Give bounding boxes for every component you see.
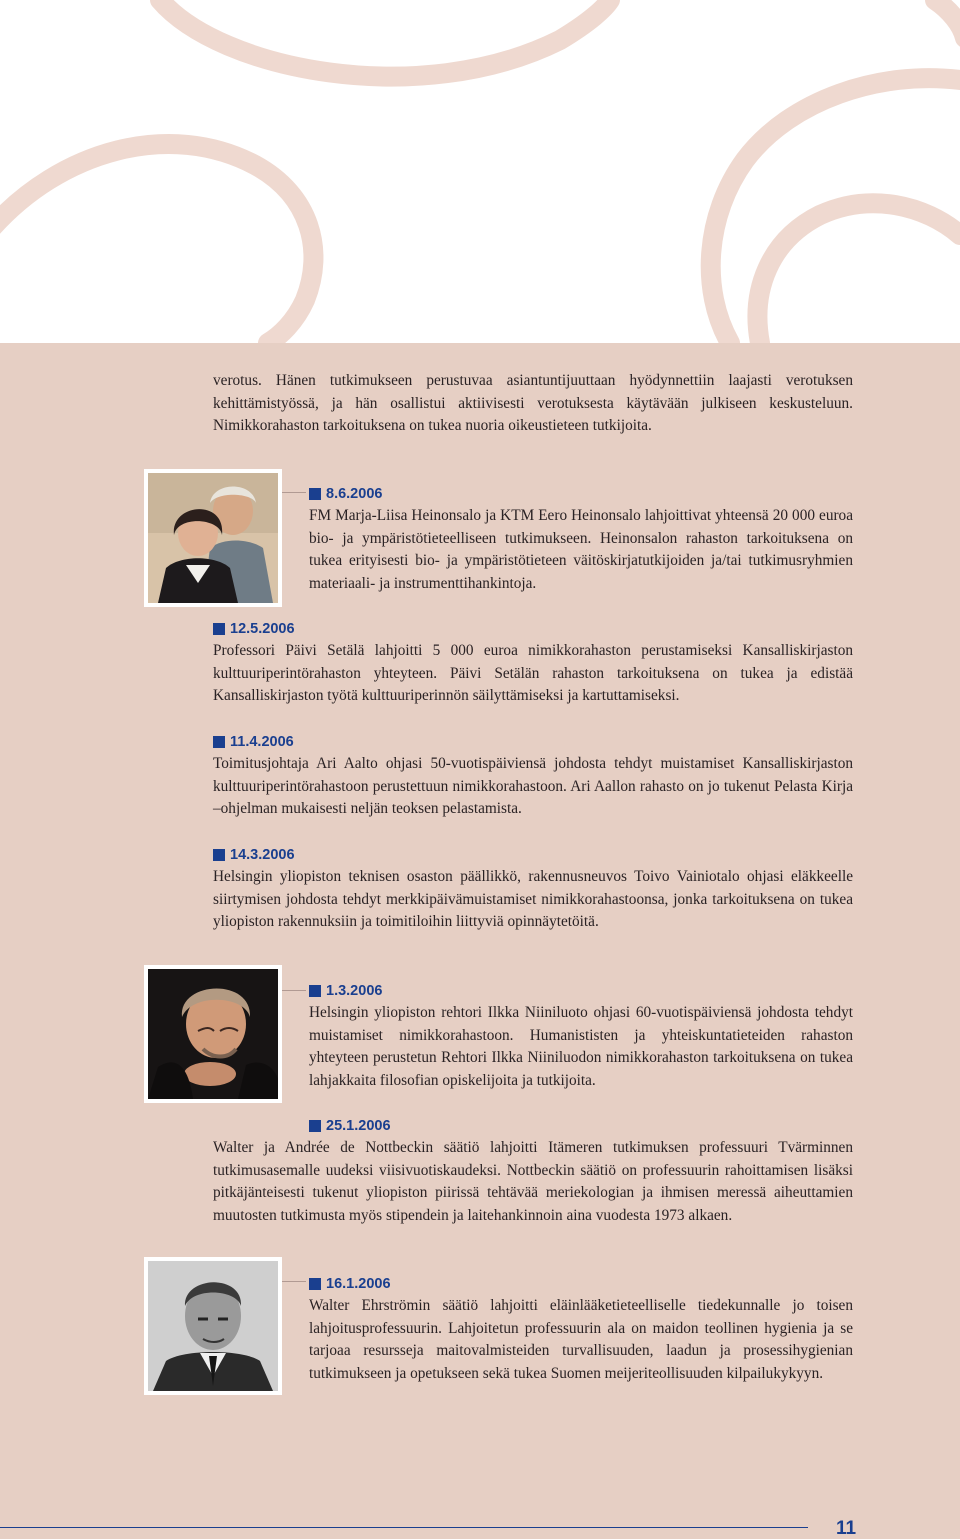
entry-text: Helsingin yliopiston rehtori Ilkka Niiniluoto ohjasi 60-vuotispäiviensä johdosta tehdyt muistamiset nimikkorahastoon. Humanististen ja yhteiskuntatieteiden rahaston yhteyteen perustetun Rehtori Ilkka Niiniluodon nimikkorahaston tarkoituksena on tukea lahjakkaita filosofian opiskelijoita ja tutkijoita. [309,1004,853,1089]
entry-date [309,1118,391,1134]
entry-text: Walter Ehrströmin säätiö lahjoitti eläinlääketieteelliselle tiedekunnalle jo toisen lahjoitusprofessuurin. Lahjoitetun professuurin ala on maidon teollinen hygienia ja se tarjoaa resursseja maitovalmisteiden turvallisuuden, laadun ja prosessihygienian tutkimukseen ja opetukseen sekä tukea Suomen meijeriteollisuuden kilpailukykyyn. [309,1297,853,1382]
entry-text: FM Marja-Liisa Heinonsalo ja KTM Eero Heinonsalo lahjoittivat yhteensä 20 000 euroa bio- ja ympäristötieteelliseen tutkimukseen. Heinonsalon rahaston tarkoituksena on tukea erityisesti bio- ja ympäristötieteen väitöskirjatutkijoiden ja/tai tutkimusryhmien materiaali- ja instrumenttihankintoja. [309,507,853,592]
couple-portrait-image [148,473,278,603]
square-bullet-icon [309,488,321,500]
square-bullet-icon [213,623,225,635]
square-bullet-icon [309,1278,321,1290]
entry-date-label: 1.3.2006 [326,983,383,999]
square-bullet-icon [213,849,225,861]
entry-date-label: 14.3.2006 [230,847,295,863]
entry-date-label: 12.5.2006 [230,621,295,637]
connector-line [282,492,306,493]
entry-date [309,983,382,999]
footer-rule [0,1527,808,1528]
entry-date [213,621,295,637]
man-portrait-photo [144,965,282,1103]
bw-man-portrait-image [148,1261,278,1391]
entry-date [213,734,294,750]
square-bullet-icon [213,736,225,748]
entry-text: Walter ja Andrée de Nottbeckin säätiö lahjoitti Itämeren tutkimuksen professuuri Tvärminnen tutkimusasemalle uudeksi viisivuotiskaudeksi. Nottbeckin säätiö on professuurin rahoittamisen lisäksi pitkäjänteisesti tukenut yliopiston piirissä tehtävää meriekologian ja ihmisen meressä aiheuttamien muutosten tutkimusta myös stipendein ja laitehankinnoin aina vuodesta 1973 alkaen. [213,1139,853,1224]
connector-line [282,990,306,991]
square-bullet-icon [309,1120,321,1132]
entry-date [309,486,382,502]
entry-date-label: 16.1.2006 [326,1276,391,1292]
bw-man-portrait-photo [144,1257,282,1395]
decorative-swirls [0,0,960,343]
entry-date [309,1276,391,1292]
entry-date-label: 25.1.2006 [326,1118,391,1134]
entry-text: Toimitusjohtaja Ari Aalto ohjasi 50-vuotispäiviensä johdosta tehdyt muistamiset Kansalliskirjaston kulttuuriperintörahastoon perustettuun nimikkorahastoon. Ari Aallon rahasto on jo tukenut Pelasta Kirja –ohjelman mukaisesti neljän teoksen pelastamista. [213,755,853,817]
entry-date-label: 11.4.2006 [230,734,294,750]
square-bullet-icon [309,985,321,997]
entry-date-label: 8.6.2006 [326,486,383,502]
man-portrait-image [148,969,278,1099]
intro-paragraph: verotus. Hänen tutkimukseen perustuvaa asiantuntijuuttaan hyödynnettiin laajasti verotuksen kehittämistyössä, ja hän osallistui aktiivisesti verotuksesta käytävään julkiseen keskusteluun. Nimikkorahaston tarkoituksena on tukea nuoria oikeustieteen tutkijoita. [213,372,853,434]
couple-portrait-photo [144,469,282,607]
entry-text: Helsingin yliopiston teknisen osaston päällikkö, rakennusneuvos Toivo Vainiotalo ohjasi eläkkeelle siirtymisen johdosta tehdyt merkkipäivämuistamiset nimikkorahastoonsa, jonka tarkoituksena on tukea yliopiston rakennuksiin ja toimitiloihin liittyviä opinnäytetöitä. [213,868,853,930]
entry-date [213,847,295,863]
entry-text: Professori Päivi Setälä lahjoitti 5 000 euroa nimikkorahaston perustamiseksi Kansalliskirjaston kulttuuriperintörahaston yhteyteen. Päivi Setälän rahaston tarkoituksena on tukea ja edistää Kansalliskirjaston työtä kulttuuriperinnön säilyttämiseksi ja kartuttamiseksi. [213,642,853,704]
connector-line [282,1281,306,1282]
page-number: 11 [835,1518,857,1539]
